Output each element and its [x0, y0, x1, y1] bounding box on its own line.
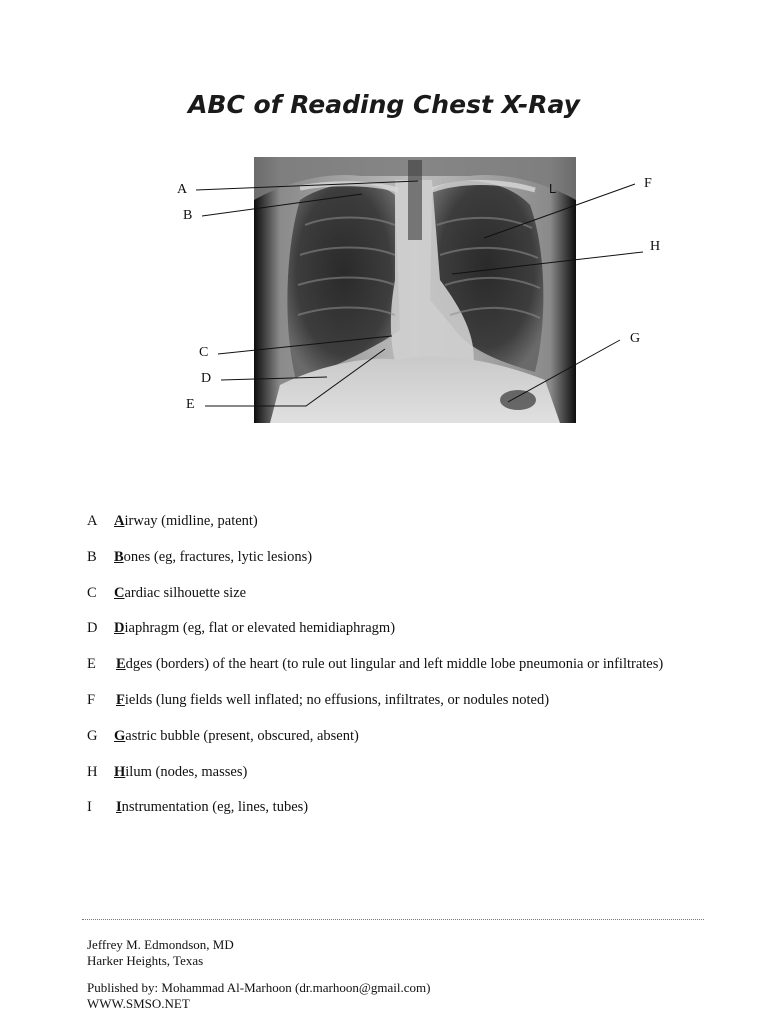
location: Harker Heights, Texas	[87, 952, 204, 968]
item-description: ardiac silhouette size	[124, 584, 247, 601]
side-marker: L	[549, 181, 557, 196]
item-key: H	[87, 763, 98, 780]
label-b: B	[183, 208, 193, 223]
label-d: D	[201, 371, 212, 386]
label-f: F	[644, 176, 652, 191]
label-c: C	[199, 345, 209, 360]
publisher: Published by: Mohammad Al-Marhoon (dr.marhoon@gmail.com)	[87, 980, 431, 995]
item-key: E	[87, 656, 96, 673]
item-initial: A	[114, 513, 125, 529]
xray-image	[254, 157, 576, 423]
page-title: ABC of Reading Chest X-Ray	[188, 90, 580, 119]
item-key: C	[87, 584, 97, 601]
item-key: B	[87, 548, 97, 565]
item-initial: F	[116, 691, 125, 708]
item-description: ones (eg, fractures, lytic lesions)	[123, 548, 313, 565]
item-description: nstrumentation (eg, lines, tubes)	[121, 799, 309, 816]
website-link[interactable]: WWW.SMSO.NET	[87, 995, 190, 1011]
item-initial: D	[114, 620, 125, 637]
item-key: D	[87, 620, 98, 637]
item-description: astric bubble (present, obscured, absent)	[125, 727, 359, 744]
item-initial: H	[114, 763, 126, 780]
label-e: E	[186, 397, 195, 412]
label-g: G	[630, 331, 641, 346]
label-a: A	[177, 182, 188, 197]
chest-xray-figure	[0, 0, 768, 440]
footer-divider	[82, 919, 704, 920]
item-description: iaphragm (eg, flat or elevated hemidiaphragm)	[124, 620, 396, 637]
footer	[87, 937, 430, 1011]
label-h: H	[650, 239, 661, 254]
item-description: ilum (nodes, masses)	[125, 763, 248, 780]
item-description: irway (midline, patent)	[124, 513, 258, 529]
item-description: ields (lung fields well inflated; no effusions, infiltrates, or nodules noted)	[124, 691, 550, 708]
item-description: dges (borders) of the heart (to rule out lingular and left middle lobe pneumonia or infiltrates)	[125, 656, 664, 673]
item-initial: E	[116, 656, 126, 673]
item-initial: B	[114, 548, 124, 565]
item-initial: C	[114, 584, 125, 601]
item-key: G	[87, 727, 98, 744]
item-initial: G	[114, 727, 126, 744]
item-key: A	[87, 513, 98, 529]
xray-diagram	[0, 0, 768, 440]
author: Jeffrey M. Edmondson, MD	[87, 937, 234, 952]
item-key: I	[87, 799, 92, 816]
item-initial: I	[116, 799, 122, 816]
item-key: F	[87, 691, 96, 708]
